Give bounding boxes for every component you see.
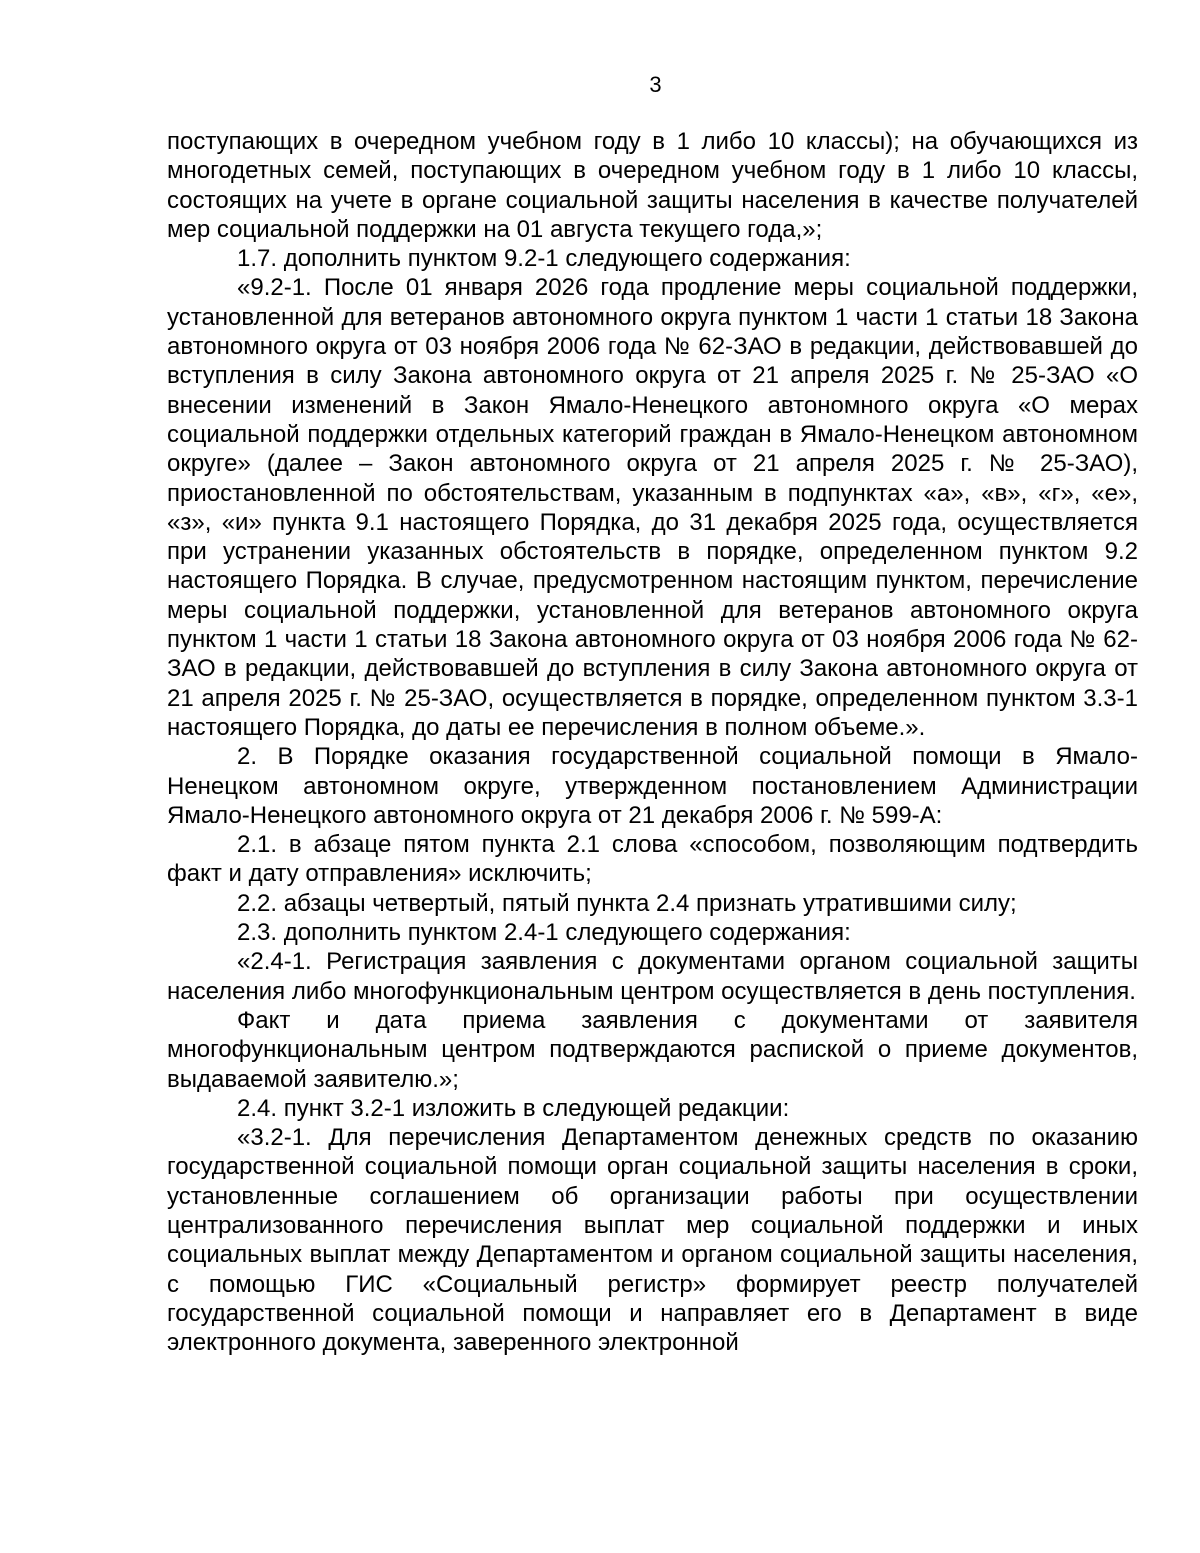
paragraph-clause-2-4-1-cont: Факт и дата приема заявления с документами от заявителя многофункциональным центром подтверждаются распиской о приеме документов, выдаваемой заявителю.»; xyxy=(167,1006,1138,1093)
paragraph-item-2-3: 2.3. дополнить пунктом 2.4-1 следующего содержания: xyxy=(237,919,851,947)
paragraph-item-1-7: 1.7. дополнить пунктом 9.2-1 следующего содержания: xyxy=(237,245,851,273)
page-number: 3 xyxy=(649,72,662,97)
paragraph-continuation: поступающих в очередном учебном году в 1 либо 10 классы); на обучающихся из многодетных семей, поступающих в очередном учебном году в 1 либо 10 классы, состоящих на учете в органе социальной защиты населения в качестве получателей мер социальной поддержки на 01 августа текущего года,»; xyxy=(167,128,1138,243)
document-body xyxy=(167,127,1138,1357)
paragraph-item-2: 2. В Порядке оказания государственной социальной помощи в Ямало-Ненецком автономном округе, утвержденном постановлением Администрации Ямало-Ненецкого автономного округа от 21 декабря 2006 г. № 599-А: xyxy=(167,743,1138,829)
paragraph-item-2-4: 2.4. пункт 3.2-1 изложить в следующей редакции: xyxy=(237,1094,790,1122)
paragraph-item-2-2: 2.2. абзацы четвертый, пятый пункта 2.4 признать утратившими силу; xyxy=(237,889,1017,917)
paragraph-item-2-1: 2.1. в абзаце пятом пункта 2.1 слова «способом, позволяющим подтвердить факт и дату отправления» исключить; xyxy=(167,831,1138,888)
paragraph-clause-2-4-1: «2.4-1. Регистрация заявления с документами органом социальной защиты населения либо многофункциональным центром осуществляется в день поступления. xyxy=(167,948,1138,1005)
paragraph-clause-3-2-1: «3.2-1. Для перечисления Департаментом денежных средств по оказанию государственной социальной помощи орган социальной защиты населения в сроки, установленные соглашением об организации работы при осуществлении централизованного перечисления выплат мер социальной поддержки и иных социальных выплат между Департаментом и органом социальной защиты населения, с помощью ГИС «Социальный регистр» формирует реестр получателей государственной социальной помощи и направляет его в Департамент в виде электронного документа, заверенного электронной xyxy=(167,1124,1138,1357)
paragraph-clause-9-2-1: «9.2-1. После 01 января 2026 года продление меры социальной поддержки, установленной для ветеранов автономного округа пунктом 1 части 1 статьи 18 Закона автономного округа от 03 ноября 2006 года № 62-ЗАО в редакции, действовавшей до вступления в силу Закона автономного округа от 21 апреля 2025 г. № 25-ЗАО «О внесении изменений в Закон Ямало-Ненецкого автономного округа «О мерах социальной поддержки отдельных категорий граждан в Ямало-Ненецком автономном округе» (далее – Закон автономного округа от 21 апреля 2025 г. № 25-ЗАО), приостановленной по обстоятельствам, указанным в подпунктах «а», «в», «г», «е», «з», «и» пункта 9.1 настоящего Порядка, до 31 декабря 2025 года, осуществляется при устранении указанных обстоятельств в порядке, определенном пунктом 9.2 настоящего Порядка. В случае, предусмотренном настоящим пунктом, перечисление меры социальной поддержки, установленной для ветеранов автономного округа пунктом 1 части 1 статьи 18 Закона автономного округа от 03 ноября 2006 года № 62-ЗАО в редакции, действовавшей до вступления в силу Закона автономного округа от 21 апреля 2025 г. № 25-ЗАО, осуществляется в порядке, определенном пунктом 3.3-1 настоящего Порядка, до даты ее перечисления в полном объеме.». xyxy=(167,274,1138,741)
